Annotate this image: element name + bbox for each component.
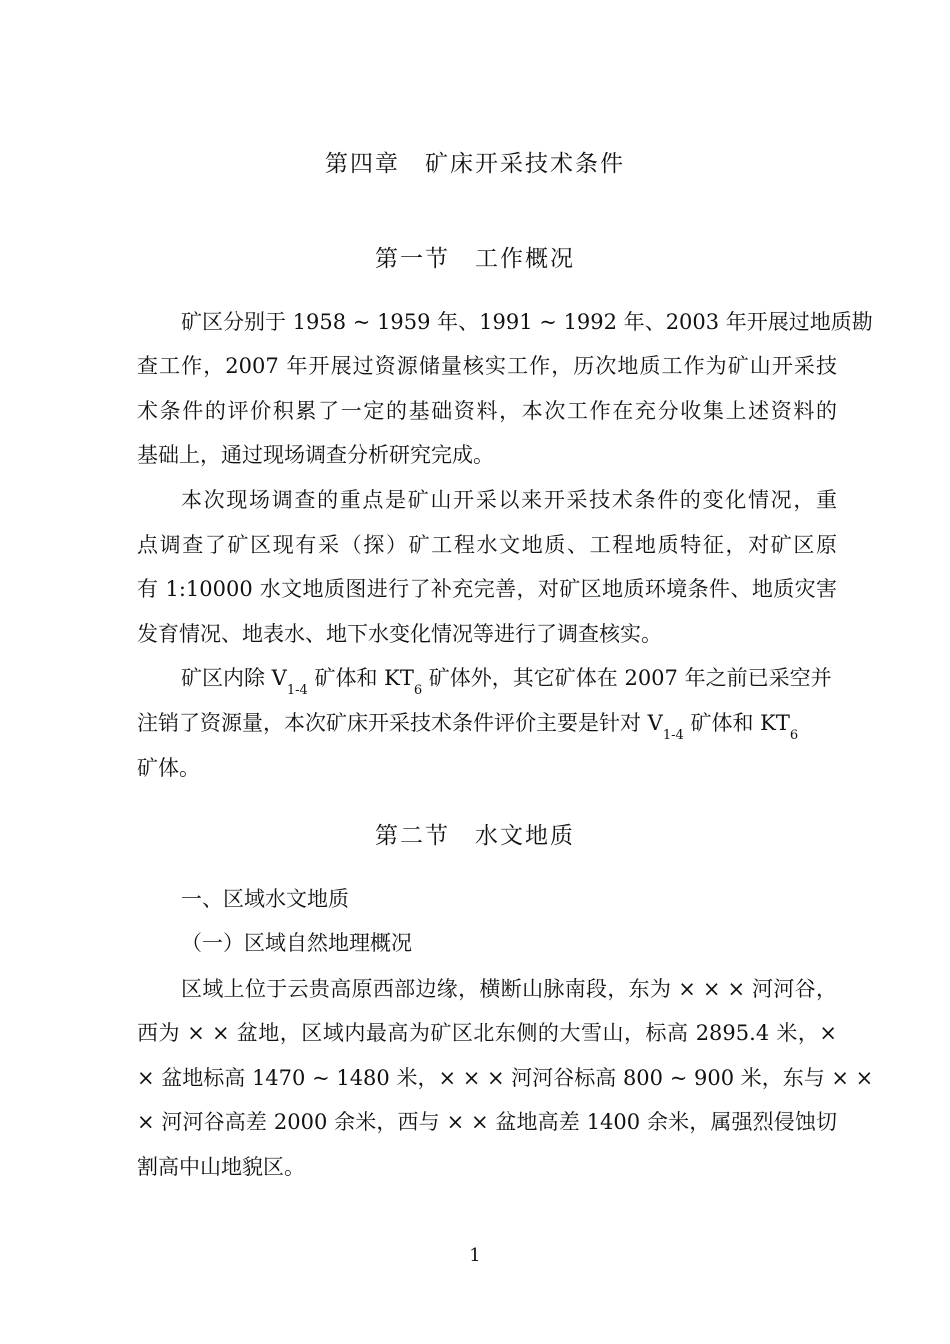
paragraph-line: 区域上位于云贵高原西部边缘，横断山脉南段，东为 × × × 河河谷， [181, 977, 837, 1001]
text-run: 矿区内除 V [181, 666, 287, 690]
page-number: 1 [469, 1245, 481, 1266]
text-run: 矿体和 KT [307, 666, 414, 690]
chapter-title: 第四章 矿床开采技术条件 [325, 151, 625, 177]
paragraph-line: 基础上，通过现场调查分析研究完成。 [137, 443, 494, 467]
paragraph-line: 查工作，2007 年开展过资源储量核实工作，历次地质工作为矿山开采技 [137, 354, 837, 378]
paragraph-line: 点调查了矿区现有采（探）矿工程水文地质、工程地质特征，对矿区原 [137, 533, 837, 557]
paragraph-line: 有 1:10000 水文地质图进行了补充完善，对矿区地质环境条件、地质灾害 [137, 577, 837, 601]
paragraph-line: 西为 × × 盆地，区域内最高为矿区北东侧的大雪山，标高 2895.4 米，× [137, 1021, 837, 1045]
paragraph-line: × 盆地标高 1470 ~ 1480 米，× × × 河河谷标高 800 ~ 900 米，东与 × × [137, 1066, 874, 1090]
section-title-hydrogeology: 第二节 水文地质 [375, 823, 575, 849]
paragraph-line: 割高中山地貌区。 [137, 1155, 305, 1179]
subscript: 6 [789, 728, 799, 743]
paragraph-line: 术条件的评价积累了一定的基础资料，本次工作在充分收集上述资料的 [137, 399, 837, 423]
text-run: 矿体外，其它矿体在 2007 年之前已采空并 [422, 666, 832, 690]
paragraph-line: × 河河谷高差 2000 余米，西与 × × 盆地高差 1400 余米，属强烈侵蚀切 [137, 1110, 837, 1134]
paragraph-line: 矿区分别于 1958 ~ 1959 年、1991 ~ 1992 年、2003 年开展过地质勘 [181, 310, 873, 334]
section-title-work-overview: 第一节 工作概况 [375, 246, 575, 272]
paragraph-line-ore-bodies [137, 708, 837, 742]
paragraph-line: 本次现场调查的重点是矿山开采以来开采技术条件的变化情况，重 [181, 488, 837, 512]
paragraph-line-ore-bodies [181, 663, 837, 697]
paragraph-line: 矿体。 [137, 756, 200, 780]
subscript: 1-4 [286, 683, 308, 698]
paragraph-line: 发育情况、地表水、地下水变化情况等进行了调查核实。 [137, 622, 662, 646]
subscript: 6 [413, 683, 423, 698]
text-run: 注销了资源量，本次矿床开采技术条件评价主要是针对 V [137, 711, 663, 735]
subscript: 1-4 [662, 728, 684, 743]
text-run: 矿体和 KT [683, 711, 790, 735]
subheading-regional-hydrogeology: 一、区域水文地质 [181, 887, 349, 911]
subheading-natural-geography: （一）区域自然地理概况 [181, 931, 412, 955]
